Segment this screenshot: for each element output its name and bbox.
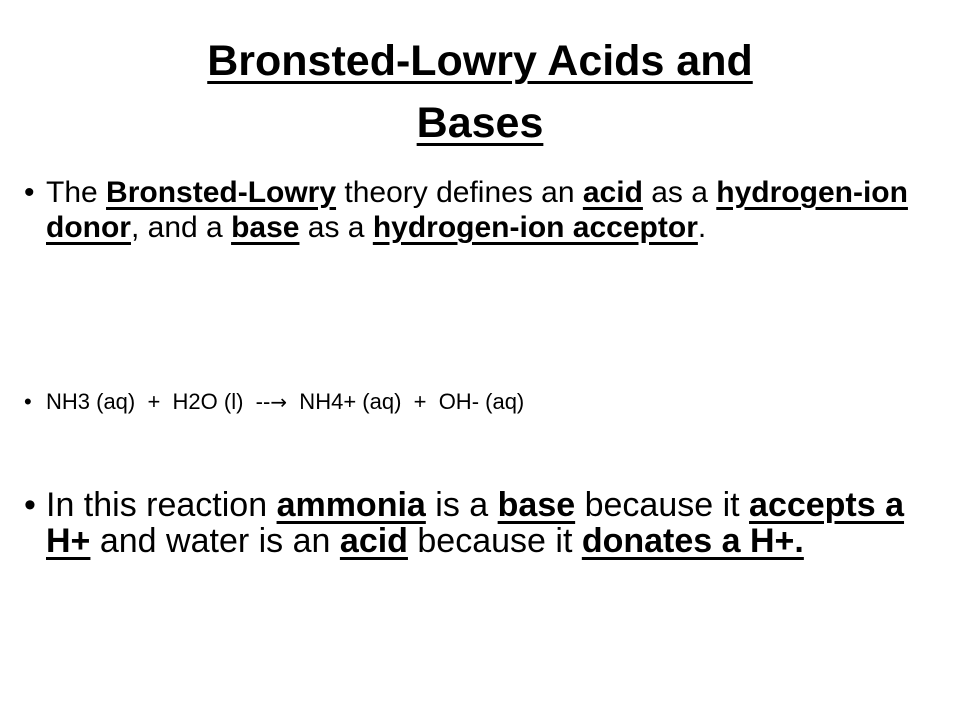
bullet-marker: • bbox=[24, 176, 35, 209]
equation-reactants: NH3 (aq) + H2O (l) -- bbox=[46, 389, 271, 414]
bullet-definition-text bbox=[46, 175, 954, 245]
bullet-marker: • bbox=[24, 486, 36, 524]
text-run: . bbox=[697, 211, 707, 244]
term-bronsted-lowry: Bronsted-Lowry bbox=[106, 176, 337, 209]
term-base: base bbox=[231, 211, 300, 244]
chemical-equation bbox=[46, 388, 934, 416]
slide-title bbox=[60, 30, 900, 154]
term-accepts-h-plus: accepts a H+ bbox=[46, 486, 905, 560]
text-run: because it bbox=[575, 486, 750, 524]
text-run: theory defines an bbox=[336, 176, 583, 209]
term-base: base bbox=[497, 486, 576, 524]
equation-products: NH4+ (aq) + OH- (aq) bbox=[287, 389, 525, 414]
text-run: , and a bbox=[130, 211, 232, 244]
term-donates-h-plus: donates a H+. bbox=[581, 522, 804, 560]
right-arrow-icon: → bbox=[270, 390, 288, 414]
term-ammonia: ammonia bbox=[276, 486, 426, 524]
term-acid: acid bbox=[582, 176, 643, 209]
text-run: is a bbox=[425, 486, 498, 524]
term-hydrogen-ion-donor: hydrogen-ion donor bbox=[46, 176, 908, 244]
text-run: as a bbox=[299, 211, 373, 244]
bullet-explanation-text bbox=[46, 487, 934, 559]
bullet-definition bbox=[24, 175, 954, 245]
term-hydrogen-ion-acceptor: hydrogen-ion acceptor bbox=[372, 211, 698, 244]
text-run: because it bbox=[407, 522, 582, 560]
slide-title-line1: Bronsted-Lowry Acids and bbox=[207, 37, 753, 85]
term-acid: acid bbox=[339, 522, 408, 560]
text-run: and water is an bbox=[90, 522, 340, 560]
bullet-equation bbox=[24, 388, 934, 416]
bullet-explanation bbox=[24, 487, 934, 559]
text-run: The bbox=[46, 176, 107, 209]
bullet-marker: • bbox=[24, 389, 32, 414]
slide-title-line2: Bases bbox=[416, 99, 544, 147]
text-run: In this reaction bbox=[46, 486, 277, 524]
text-run: as a bbox=[642, 176, 717, 209]
